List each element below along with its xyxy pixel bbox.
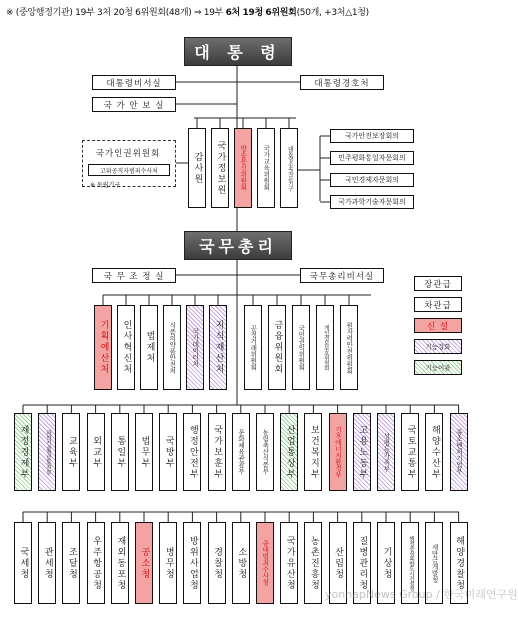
pm-committee-3-label: 개인정보보호위원회 <box>322 325 329 370</box>
agency-6-label: 병무청 <box>163 546 174 580</box>
ministry-1 <box>38 413 56 491</box>
pres-direct-3 <box>257 128 275 208</box>
pm-committee-4-label: 원자력안전위원회 <box>345 321 354 374</box>
pres-direct-1 <box>211 128 229 208</box>
ministry-13 <box>329 413 347 491</box>
ministry-9 <box>232 413 250 491</box>
ministry-10 <box>256 413 274 491</box>
pm-committee-2 <box>292 305 310 390</box>
ministry-18 <box>450 413 468 491</box>
agency-11 <box>280 522 298 604</box>
pm-unit-1-label: 인사혁신처 <box>121 320 132 375</box>
pm-unit-4-label: 국가데이터처 <box>191 328 200 367</box>
agency-13-label: 산림청 <box>333 546 344 580</box>
president-box: 대 통 령 <box>184 37 292 66</box>
ministry-3 <box>87 413 105 491</box>
pres-direct-1-label: 국가정보원 <box>215 140 226 196</box>
ministry-14 <box>353 413 371 491</box>
agency-9 <box>232 522 250 604</box>
pm-committee-2-label: 국민권익위원회 <box>297 324 306 371</box>
ministry-8 <box>208 413 226 491</box>
ministry-11-label: 산업통상부 <box>284 424 295 480</box>
header-bold-2: 19청 <box>242 8 263 18</box>
agency-2-label: 조달청 <box>66 546 77 580</box>
agency-7-label: 방위사업청 <box>187 535 198 591</box>
pm-unit-0 <box>94 305 112 390</box>
ministry-15-label: 성평등가족부 <box>382 432 391 472</box>
pm-committee-3 <box>316 305 334 390</box>
agency-11-label: 국가유산청 <box>284 535 295 591</box>
advisory-council-0: 국가안전보장회의 <box>330 129 414 143</box>
pres-direct-4-label: 대통령소속자문기구 <box>286 145 293 191</box>
agency-16-label: 행정중심복합도시건설청 <box>407 535 414 591</box>
agency-0-label: 국세청 <box>18 546 29 580</box>
ministry-18-label: 중소벤처기업부 <box>454 429 463 475</box>
ministry-5-label: 법무부 <box>139 435 150 469</box>
header-note <box>6 5 481 18</box>
ministry-0-label: 재정경제부 <box>18 424 29 480</box>
ministry-2 <box>62 413 80 491</box>
ministry-1-label: 과학기술정보통신부 <box>44 429 51 475</box>
ministry-14-label: 고용노동부 <box>357 424 368 480</box>
agency-4-label: 재외동포청 <box>115 535 126 591</box>
agency-3-label: 우주항공청 <box>91 535 102 591</box>
ministry-6-label: 국방부 <box>163 435 174 469</box>
pm-unit-4 <box>186 305 204 390</box>
pm-unit-0-label: 기획예산처 <box>98 320 109 375</box>
advisory-council-2: 국민경제자문회의 <box>330 173 414 187</box>
agency-3 <box>87 522 105 604</box>
agency-9-label: 소방청 <box>236 546 247 580</box>
independent-note: ※ 독립기구 <box>90 182 121 189</box>
pm-unit-2-label: 법제처 <box>144 331 155 364</box>
pm-committee-1-label: 금융위원회 <box>272 320 283 375</box>
ministry-10-label: 농림축산식품부 <box>261 429 270 475</box>
legend-item-4: 기능이관 <box>414 360 462 375</box>
presidential-security-service: 대통령경호처 <box>300 75 384 90</box>
agency-6 <box>159 522 177 604</box>
agency-17-label: 새만금개발청 <box>430 543 439 583</box>
ministry-0 <box>14 413 32 491</box>
pm-unit-3-label: 식품의약품안전처 <box>168 321 177 374</box>
agency-2 <box>62 522 80 604</box>
agency-4 <box>111 522 129 604</box>
legend-item-2: 신 설 <box>414 318 462 333</box>
ministry-13-label: 기후에너지환경부 <box>333 426 342 478</box>
legend-item-1: 차관급 <box>414 297 462 312</box>
ministry-3-label: 외교부 <box>91 435 102 469</box>
ministry-17-label: 해양수산부 <box>429 424 440 480</box>
pres-direct-4 <box>280 128 298 208</box>
prime-minister-secretariat: 국무총리비서실 <box>300 268 384 283</box>
agency-0 <box>14 522 32 604</box>
ministry-12-label: 보건복지부 <box>308 424 319 480</box>
advisory-council-3: 국가과학기술자문회의 <box>330 195 414 209</box>
pres-direct-2 <box>234 128 252 208</box>
advisory-council-1: 민주평화통일자문회의 <box>330 151 414 165</box>
ministry-16 <box>401 413 419 491</box>
agency-12-label: 농촌진흥청 <box>308 535 319 591</box>
agency-1 <box>38 522 56 604</box>
agency-5 <box>135 522 153 604</box>
agency-14-label: 질병관리청 <box>357 535 368 591</box>
pres-direct-3-label: 국가교육위원회 <box>262 145 271 191</box>
ministry-12 <box>304 413 322 491</box>
ministry-6 <box>159 413 177 491</box>
presidential-secretariat: 대통령비서실 <box>92 75 176 90</box>
prime-minister-box: 국무총리 <box>184 231 292 260</box>
corruption-investigation-office: 고위공직자범죄수사처 <box>88 164 170 176</box>
pm-committee-4 <box>340 305 358 390</box>
agency-10 <box>256 522 274 604</box>
ministry-2-label: 교육부 <box>66 435 77 469</box>
ministry-7-label: 행정안전부 <box>187 424 198 480</box>
pm-committee-0 <box>244 305 262 390</box>
ministry-17 <box>425 413 443 491</box>
ministry-7 <box>183 413 201 491</box>
pm-unit-2 <box>140 305 158 390</box>
header-suffix: (50개, +3처△1청) <box>296 8 369 18</box>
pres-direct-2-label: 방송통신위원회 <box>239 145 248 191</box>
pres-direct-0 <box>188 128 206 208</box>
ministry-11 <box>280 413 298 491</box>
header-bold-3: 6위원회 <box>265 8 297 18</box>
ministry-16-label: 국토교통부 <box>405 424 416 480</box>
agency-5-label: 공소청 <box>139 546 150 580</box>
agency-7 <box>183 522 201 604</box>
watermark: yonhapNews Group / 한국미래연구원 <box>325 588 518 601</box>
office-for-government-policy-coordination: 국 무 조 정 실 <box>92 268 176 283</box>
national-security-office: 국 가 안 보 실 <box>92 97 176 112</box>
pm-unit-1 <box>117 305 135 390</box>
legend-item-0: 장관급 <box>414 276 462 291</box>
ministry-4 <box>111 413 129 491</box>
legend-item-3: 기능강화 <box>414 339 462 354</box>
agency-8-label: 경찰청 <box>212 546 223 580</box>
ministry-9-label: 문화체육관광부 <box>237 429 246 475</box>
ministry-8-label: 국가보훈부 <box>212 424 223 480</box>
ministry-15 <box>377 413 395 491</box>
agency-10-label: 중대범죄수사청 <box>261 540 270 586</box>
agency-1-label: 관세청 <box>42 546 53 580</box>
pm-committee-1 <box>268 305 286 390</box>
pm-committee-0-label: 공정거래위원회 <box>249 324 258 371</box>
agency-12 <box>304 522 322 604</box>
pm-unit-5-label: 지식재산처 <box>213 320 224 375</box>
header-prefix: ※ (중앙행정기관) 19부 3처 20청 6위원회(48개) ⇒ 19부 <box>6 8 226 18</box>
header-bold-1: 6처 <box>225 8 240 18</box>
ministry-4-label: 통일부 <box>115 435 126 469</box>
pres-direct-0-label: 감사원 <box>192 151 203 185</box>
pm-unit-5 <box>209 305 227 390</box>
agency-8 <box>208 522 226 604</box>
agency-15-label: 기상청 <box>381 546 392 580</box>
human-rights-commission: 국가인권위원회 <box>95 148 161 159</box>
ministry-5 <box>135 413 153 491</box>
agency-18-label: 해양경찰청 <box>454 535 465 591</box>
pm-unit-3 <box>163 305 181 390</box>
